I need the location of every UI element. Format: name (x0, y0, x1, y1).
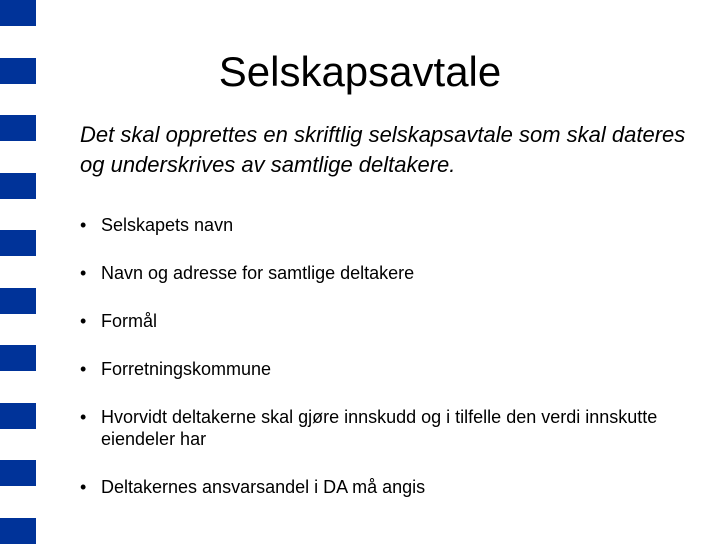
side-strip-block (0, 460, 36, 486)
side-strip-block (0, 0, 36, 26)
side-strip-block (0, 288, 36, 314)
bullet-item-liability-share: • Deltakernes ansvarsandel i DA må angis (80, 476, 680, 498)
side-strip-block (0, 403, 36, 429)
slide-title: Selskapsavtale (218, 48, 502, 95)
bullet-item-contributions: • Hvorvidt deltakerne skal gjøre innskudd og i tilfelle den verdi innskutte eiendeler har (80, 406, 680, 450)
slide-intro-text: Det skal opprettes en skriftlig selskapsavtale som skal dateres og underskrives av samtlige deltakere. (80, 122, 686, 177)
bullet-item-participants: • Navn og adresse for samtlige deltakere (80, 262, 680, 284)
side-strip-block (0, 230, 36, 256)
side-strip-block (0, 115, 36, 141)
bullet-item-company-name: • Selskapets navn (80, 214, 680, 236)
side-strip-block (0, 345, 36, 371)
bullet-item-municipality: • Forretningskommune (80, 358, 680, 380)
bullet-item-purpose: • Formål (80, 310, 680, 332)
side-strip-block (0, 173, 36, 199)
bullet-list (80, 214, 680, 524)
